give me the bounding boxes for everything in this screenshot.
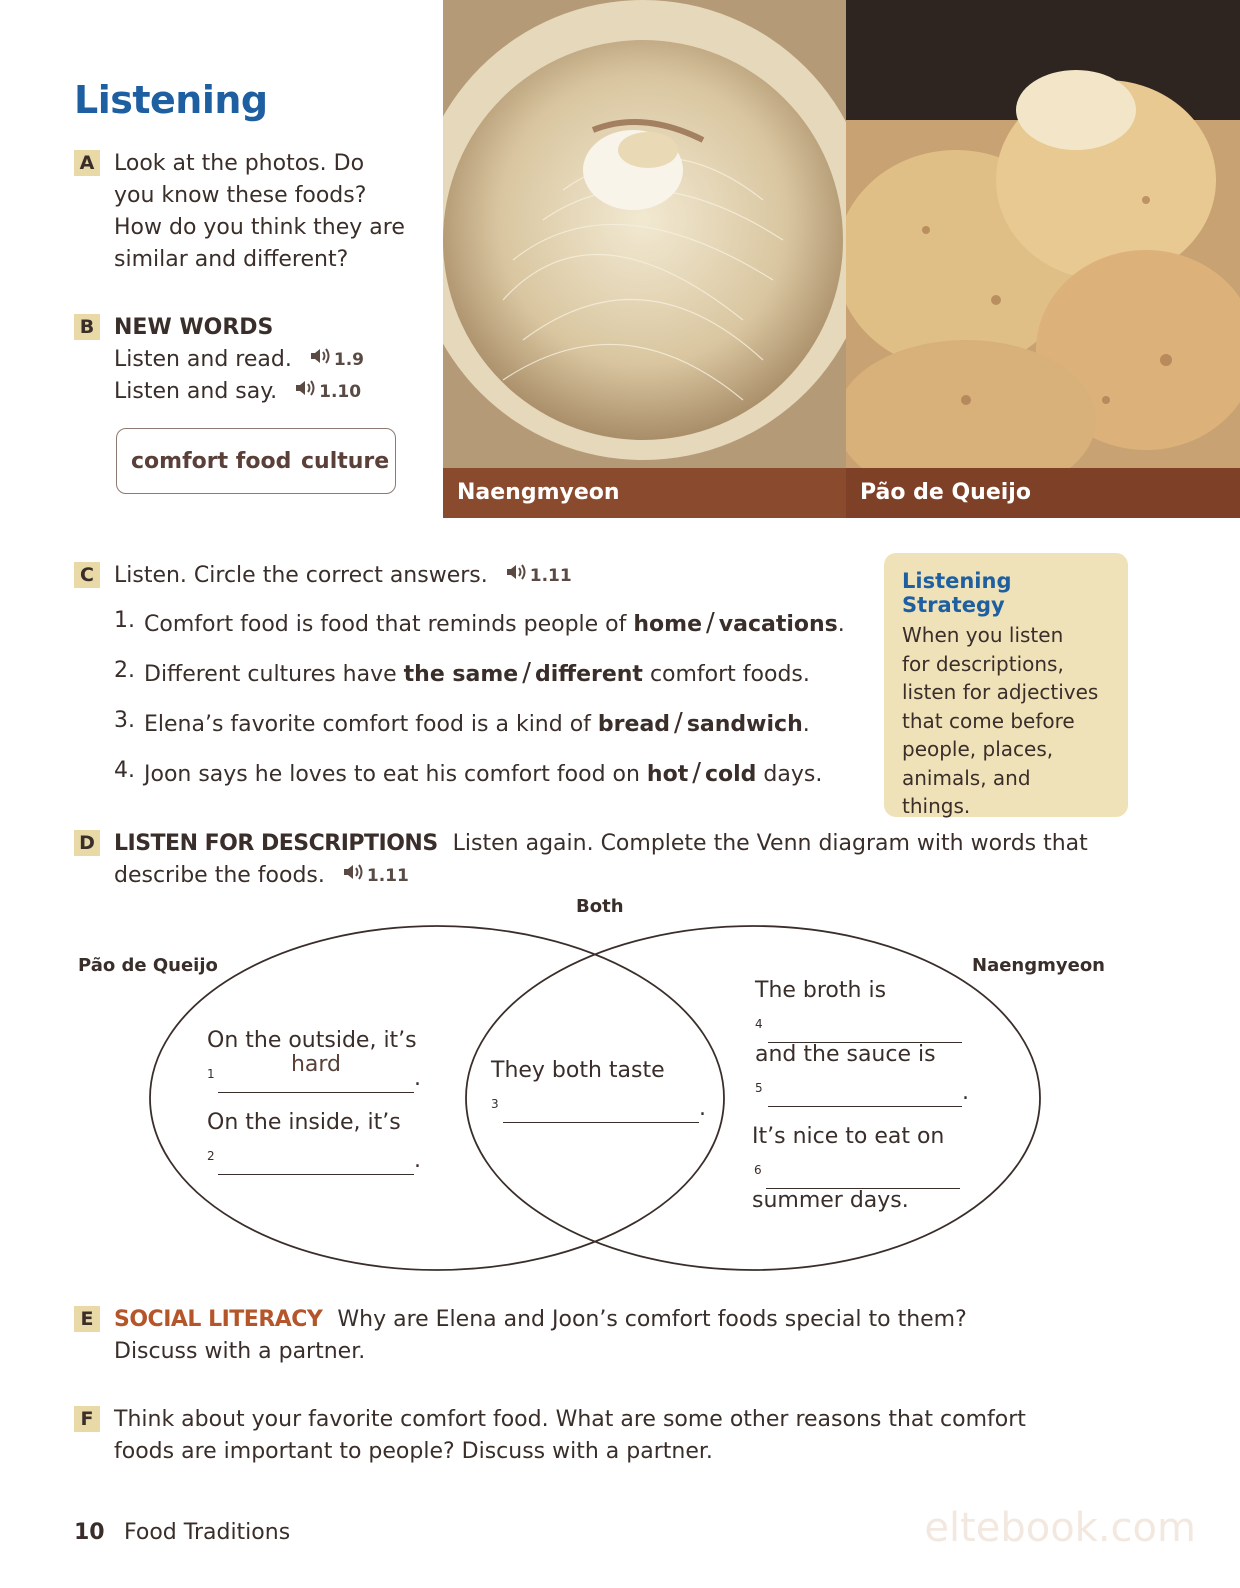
- period: .: [962, 1080, 969, 1105]
- audio-track-label: 1.11: [529, 566, 572, 586]
- question-text: Joon says he loves to eat his comfort food on: [144, 762, 647, 787]
- venn-left-label: Pão de Queijo: [78, 955, 218, 976]
- answer-hard: hard: [290, 1052, 342, 1077]
- venn-right-text-2: and the sauce is: [755, 1042, 936, 1067]
- strategy-line: for descriptions,: [902, 651, 1064, 676]
- section-d-text: describe the foods.: [114, 863, 325, 888]
- question-text: Elena’s favorite comfort food is a kind of: [144, 712, 598, 737]
- question-end: days.: [756, 762, 823, 787]
- section-f-badge: F: [74, 1406, 100, 1432]
- venn-right-text-3: It’s nice to eat on: [752, 1124, 945, 1149]
- section-d-heading: LISTEN FOR DESCRIPTIONS: [114, 831, 438, 856]
- strategy-line: listen for adjectives: [902, 680, 1099, 704]
- slash-divider: /: [692, 758, 701, 788]
- section-c-instruction: Listen. Circle the correct answers.: [114, 563, 488, 588]
- question-text: Different cultures have: [144, 662, 404, 687]
- section-e-line-1: [114, 1304, 967, 1336]
- blank-number: 5: [755, 1081, 763, 1095]
- option-hot[interactable]: hot: [646, 762, 689, 787]
- blank-number: 6: [754, 1163, 762, 1177]
- strategy-line: animals, and: [902, 765, 1031, 790]
- strategy-line: people, places,: [902, 737, 1054, 761]
- question-number: 3.: [114, 708, 135, 733]
- section-a-line: Look at the photos. Do: [114, 151, 365, 176]
- option-bread[interactable]: bread: [597, 712, 671, 737]
- question-number: 4.: [114, 758, 135, 783]
- answer-blank-5[interactable]: [768, 1074, 962, 1107]
- blank-number: 4: [755, 1017, 763, 1031]
- answer-blank-3[interactable]: [503, 1090, 699, 1123]
- option-the-same[interactable]: the same: [403, 662, 519, 687]
- section-d-badge: D: [74, 830, 100, 856]
- answer-blank-4[interactable]: [768, 1010, 962, 1043]
- period: .: [414, 1066, 421, 1091]
- venn-left-text-2: On the inside, it’s: [207, 1110, 401, 1135]
- venn-center-label: Both: [576, 896, 624, 917]
- pao-de-queijo-caption: Pão de Queijo: [846, 468, 1240, 518]
- section-a-line: How do you think they are: [114, 215, 405, 240]
- section-e-text: Why are Elena and Joon’s comfort foods special to them?: [337, 1307, 967, 1332]
- section-d-text: Listen again. Complete the Venn diagram with words that: [452, 831, 1088, 856]
- audio-track-label: 1.10: [319, 382, 362, 402]
- question-end: .: [802, 712, 810, 737]
- strategy-line: that come before: [902, 708, 1075, 733]
- strategy-line: When you listen: [902, 623, 1064, 647]
- blank-number: 3: [491, 1097, 499, 1111]
- section-e-badge: E: [74, 1306, 100, 1332]
- word-comfort-food: comfort food: [131, 449, 292, 474]
- section-b-badge: B: [74, 314, 100, 340]
- option-sandwich[interactable]: sandwich: [686, 712, 803, 737]
- watermark: eltebook.com: [924, 1505, 1196, 1551]
- question-end: comfort foods.: [642, 662, 810, 687]
- slash-divider: /: [674, 708, 683, 738]
- word-culture: culture: [301, 449, 390, 474]
- venn-left-text-1: On the outside, it’s: [207, 1028, 417, 1053]
- venn-center-text: They both taste: [491, 1058, 665, 1083]
- period: .: [699, 1096, 706, 1121]
- section-a-line: you know these foods?: [114, 183, 367, 208]
- page-title: Listening: [74, 78, 268, 122]
- naengmyeon-caption: Naengmyeon: [443, 468, 846, 518]
- question-number: 2.: [114, 658, 135, 683]
- listen-read-text: Listen and read.: [114, 347, 292, 372]
- audio-track-label: 1.11: [366, 866, 409, 886]
- option-different[interactable]: different: [534, 662, 643, 687]
- period: .: [414, 1148, 421, 1173]
- option-vacations[interactable]: vacations: [718, 612, 838, 637]
- answer-blank-2[interactable]: [218, 1142, 414, 1175]
- strategy-title: Listening Strategy: [902, 569, 1012, 617]
- question-end: .: [837, 612, 845, 637]
- section-c-badge: C: [74, 562, 100, 588]
- section-a-line: similar and different?: [114, 247, 349, 272]
- strategy-line: things.: [902, 794, 971, 818]
- blank-number: 2: [207, 1149, 215, 1163]
- unit-title: Food Traditions: [124, 1520, 291, 1545]
- slash-divider: /: [706, 608, 715, 638]
- question-number: 1.: [114, 608, 135, 633]
- new-words-heading: NEW WORDS: [114, 315, 274, 340]
- answer-blank-6[interactable]: [766, 1156, 960, 1189]
- venn-right-text-1: The broth is: [755, 978, 887, 1003]
- option-cold[interactable]: cold: [704, 762, 757, 787]
- page-number: 10: [74, 1520, 105, 1545]
- slash-divider: /: [522, 658, 531, 688]
- blank-number: 1: [207, 1067, 215, 1081]
- venn-right-label: Naengmyeon: [972, 955, 1105, 976]
- section-f-line-2: foods are important to people? Discuss with a partner.: [114, 1439, 713, 1464]
- audio-track-label: 1.9: [333, 350, 364, 370]
- section-e-line-2: Discuss with a partner.: [114, 1339, 366, 1364]
- question-text: Comfort food is food that reminds people of: [144, 612, 634, 637]
- social-literacy-heading: SOCIAL LITERACY: [114, 1307, 323, 1332]
- section-f-line-1: Think about your favorite comfort food. What are some other reasons that comfort: [114, 1407, 1026, 1432]
- venn-right-text-4: summer days.: [752, 1188, 909, 1213]
- section-a-badge: A: [74, 150, 100, 176]
- listen-say-text: Listen and say.: [114, 379, 278, 404]
- option-home[interactable]: home: [633, 612, 702, 637]
